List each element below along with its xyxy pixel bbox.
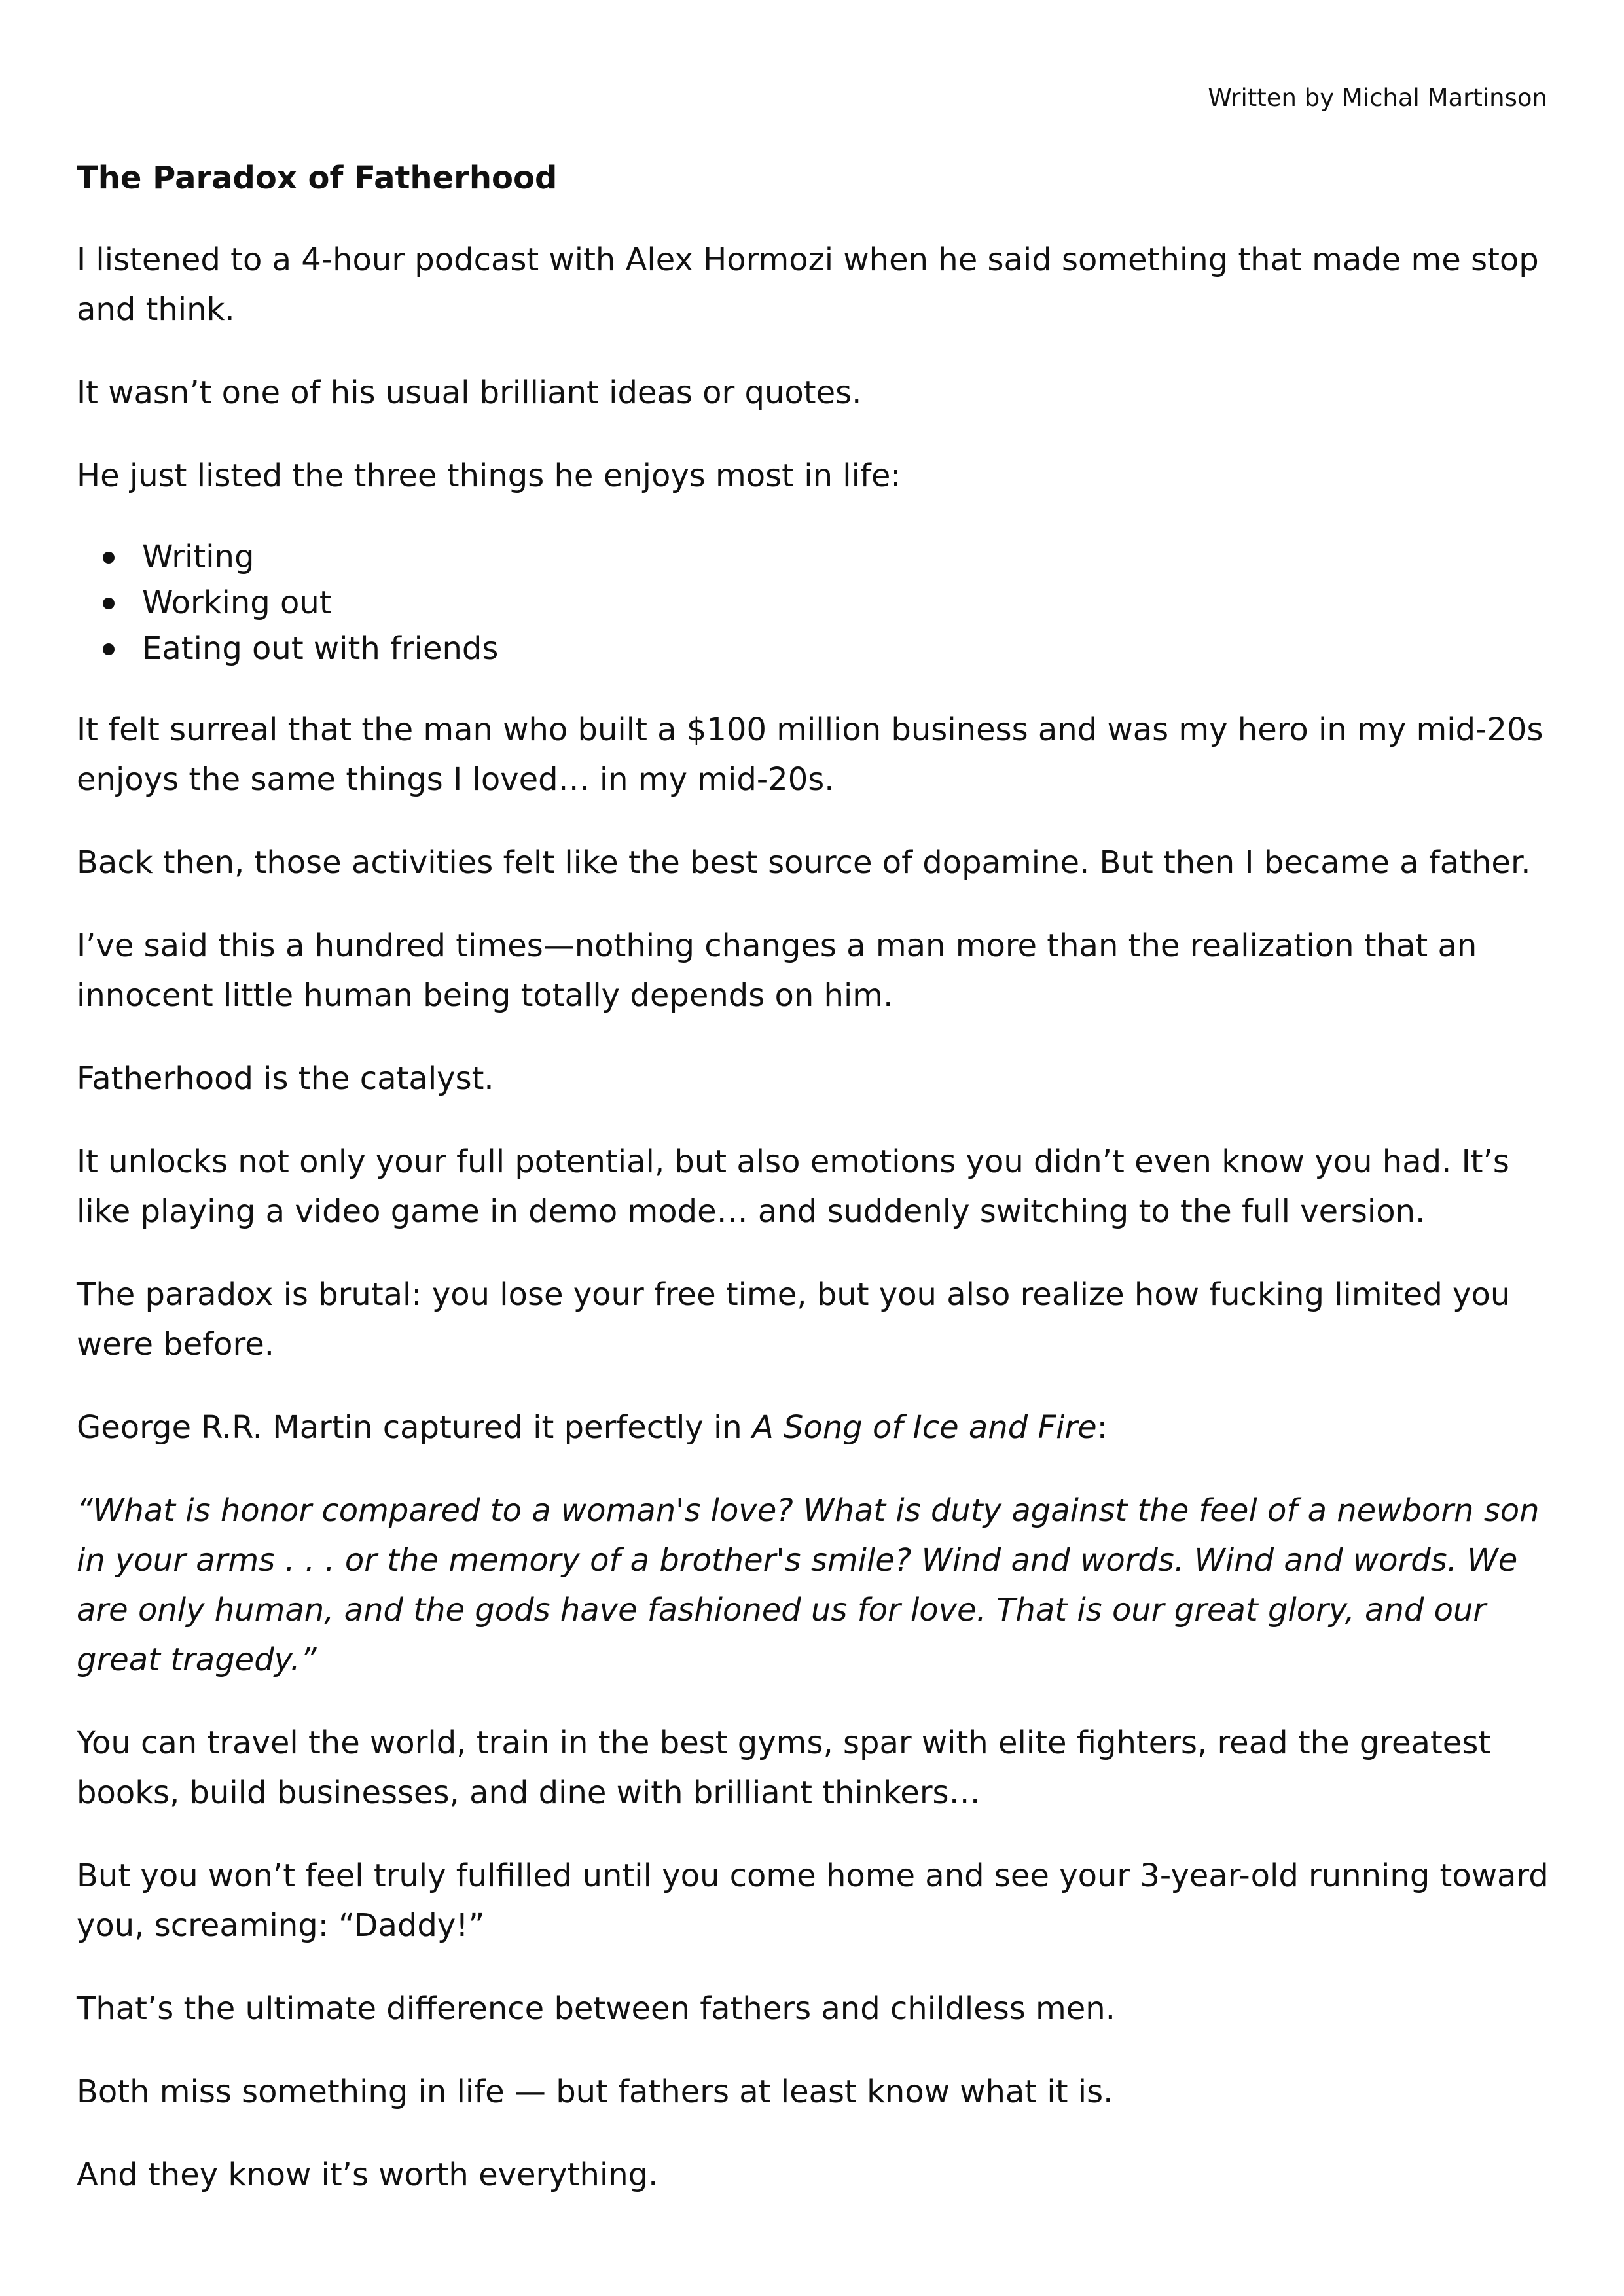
article-body [77, 157, 1549, 2233]
list-item [77, 626, 1549, 672]
list-item-text: Eating out with friends [142, 630, 499, 667]
paragraph: I listened to a 4-hour podcast with Alex Hormozi when he said something that made me stop and think. [77, 242, 1539, 328]
paragraph: Both miss something in life — but fathers at least know what it is. [77, 2073, 1113, 2110]
bullet-icon [103, 643, 115, 655]
list-item-text: Working out [142, 584, 332, 621]
paragraph: But you won’t feel truly fulfilled until you come home and see your 3-year-old running toward you, screaming: “Daddy!” [77, 1857, 1549, 1944]
bullet-list [77, 534, 1549, 672]
paragraph: He just listed the three things he enjoys most in life: [77, 457, 901, 494]
paragraph: The paradox is brutal: you lose your free time, but you also realize how fucking limited you were before. [77, 1276, 1511, 1363]
list-item [77, 580, 1549, 626]
paragraph-text: : [1096, 1409, 1108, 1446]
list-item [77, 534, 1549, 580]
paragraph: I’ve said this a hundred times—nothing changes a man more than the realization that an innocent little human being totally depends on him. [77, 927, 1477, 1014]
paragraph: It unlocks not only your full potential, but also emotions you didn’t even know you had. It’s like playing a video game in demo mode… and suddenly switching to the full version. [77, 1143, 1509, 1230]
bullet-icon [103, 598, 115, 609]
byline: Written by Michal Martinson [1208, 84, 1547, 112]
paragraph: You can travel the world, train in the best gyms, spar with elite fighters, read the greatest books, build businesses, and dine with brilliant thinkers… [77, 1725, 1491, 1811]
paragraph: And they know it’s worth everything. [77, 2157, 659, 2193]
list-item-text: Writing [142, 539, 255, 575]
paragraph: That’s the ultimate difference between fathers and childless men. [77, 1990, 1115, 2027]
paragraph-book-reference [77, 1403, 1549, 1452]
bullet-icon [103, 552, 115, 564]
paragraph: It wasn’t one of his usual brilliant ideas or quotes. [77, 374, 862, 411]
paragraph: Fatherhood is the catalyst. [77, 1060, 494, 1097]
block-quote: “What is honor compared to a woman's love? What is duty against the feel of a newborn son in your arms . . . or the memory of a brother's smile? Wind and words. Wind and words. We are only human, and the gods have fashioned us for love. That is our great glory, and our great tragedy.” [77, 1492, 1540, 1678]
paragraph: Back then, those activities felt like the best source of dopamine. But then I became a father. [77, 844, 1531, 881]
paragraph: It felt surreal that the man who built a $100 million business and was my hero in my mid-20s enjoys the same things I loved… in my mid-20s. [77, 711, 1543, 798]
paragraph-text: George R.R. Martin captured it perfectly in [77, 1409, 752, 1446]
book-title: A Song of Ice and Fire [751, 1409, 1097, 1446]
article-title: The Paradox of Fatherhood [77, 160, 558, 196]
